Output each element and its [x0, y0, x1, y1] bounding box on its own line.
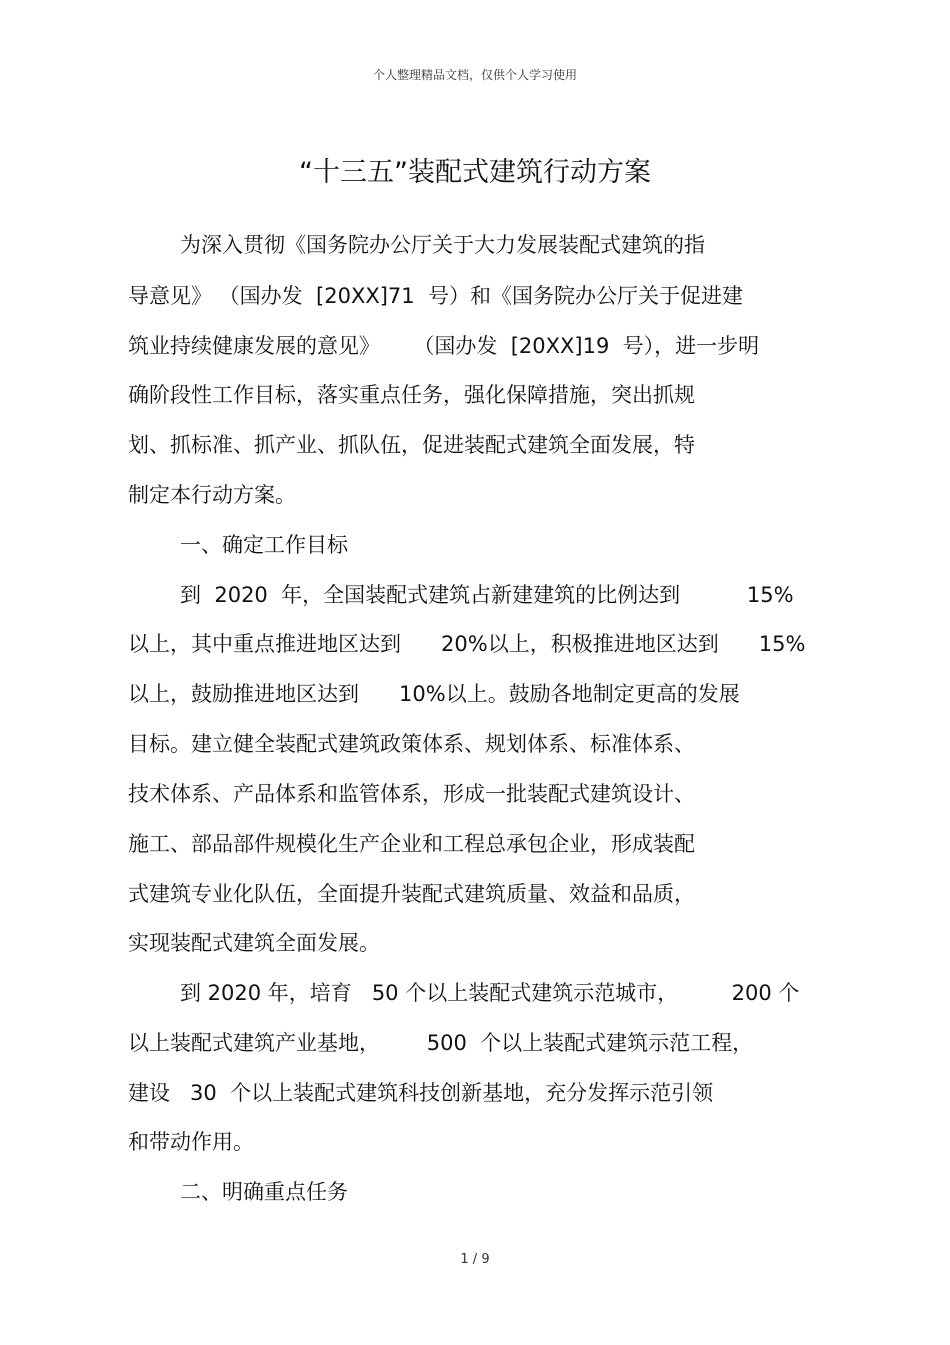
body-line: 以上装配式建筑产业基地， 500 个以上装配式建筑示范工程，	[128, 1031, 754, 1055]
body-line: 筑业持续健康发展的意见》 （国办发 [20XX]19 号），进一步明	[128, 334, 760, 358]
section-heading: 一、确定工作目标	[180, 533, 348, 557]
body-line: 到 2020 年，全国装配式建筑占新建建筑的比例达到 15%	[180, 583, 794, 607]
body-line: 导意见》 （国办发 [20XX]71 号）和《国务院办公厅关于促进建	[128, 284, 743, 308]
body-line: 式建筑专业化队伍，全面提升装配式建筑质量、效益和品质，	[128, 882, 695, 906]
body-line: 制定本行动方案。	[128, 483, 296, 507]
page-number: 1 / 9	[460, 1252, 490, 1267]
body-line: 和带动作用。	[128, 1130, 254, 1154]
body-line: 确阶段性工作目标，落实重点任务，强化保障措施，突出抓规	[128, 383, 695, 407]
body-line: 划、抓标准、抓产业、抓队伍，促进装配式建筑全面发展，特	[128, 433, 695, 457]
header-note: 个人整理精品文档，仅供个人学习使用	[372, 68, 577, 82]
body-line: 建设 30 个以上装配式建筑科技创新基地，充分发挥示范引领	[128, 1081, 714, 1105]
body-line: 施工、部品部件规模化生产企业和工程总承包企业，形成装配	[128, 832, 695, 856]
body-line: 以上，鼓励推进地区达到 10%以上。鼓励各地制定更高的发展	[128, 682, 740, 706]
body-line: 目标。建立健全装配式建筑政策体系、规划体系、标准体系、	[128, 732, 695, 756]
body-line: 到 2020 年，培育 50 个以上装配式建筑示范城市， 200 个	[180, 981, 800, 1005]
document-title: “十三五”装配式建筑行动方案	[299, 157, 651, 188]
body-line: 为深入贯彻《国务院办公厅关于大力发展装配式建筑的指	[180, 233, 705, 257]
body-line: 实现装配式建筑全面发展。	[128, 931, 380, 955]
body-line: 以上，其中重点推进地区达到 20%以上，积极推进地区达到 15%	[128, 632, 806, 656]
section-heading: 二、明确重点任务	[180, 1180, 348, 1204]
body-line: 技术体系、产品体系和监管体系，形成一批装配式建筑设计、	[128, 782, 695, 806]
